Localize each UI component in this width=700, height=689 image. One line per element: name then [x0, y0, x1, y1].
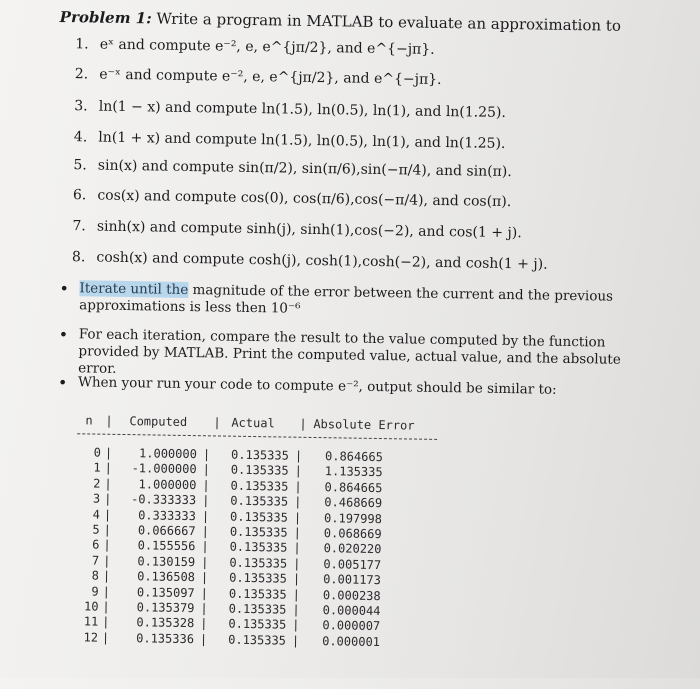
cell-computed: 0.066667 [137, 523, 196, 539]
item-number: 1. [75, 36, 89, 53]
cell-actual: 0.135335 [229, 524, 288, 540]
cell-computed: 0.136508 [137, 569, 196, 585]
cell-actual: 0.135335 [228, 601, 287, 617]
cell-separator: | [200, 601, 208, 616]
cell-computed: 0.135097 [136, 584, 195, 600]
item-number: 2. [74, 66, 89, 83]
cell-error: 0.000044 [322, 603, 381, 618]
cell-separator: | [292, 602, 300, 617]
cell-n: 9 [91, 584, 99, 599]
cell-separator: | [201, 554, 209, 570]
cell-separator: | [102, 568, 111, 583]
cell-actual: 0.135335 [230, 478, 289, 494]
cell-error: 0.020220 [323, 541, 382, 557]
cell-separator: | [104, 461, 113, 476]
item-text: sinh(x) and compute sinh(j), sinh(1),cos(−2), and cos(1 + j). [96, 218, 522, 242]
cell-actual: 0.135335 [230, 447, 289, 463]
cell-n: 1 [93, 460, 101, 476]
item-number: 8. [71, 249, 86, 266]
cell-actual: 0.135335 [228, 586, 287, 602]
cell-separator: | [292, 571, 301, 586]
cell-actual: 0.135335 [229, 540, 288, 555]
cell-separator: | [201, 524, 210, 539]
cell-n: 8 [91, 568, 100, 583]
list-item [72, 248, 672, 275]
cell-computed: -1.000000 [131, 461, 197, 477]
cell-error: 0.197998 [324, 510, 383, 526]
cell-separator: | [291, 633, 300, 648]
cell-separator: | [103, 538, 111, 553]
cell-computed: 0.130159 [137, 553, 196, 569]
cell-error: 0.000238 [322, 587, 381, 603]
cell-n: 0 [93, 445, 102, 460]
cell-computed: 0.135336 [136, 630, 195, 646]
list-item [74, 128, 674, 155]
cell-separator: | [101, 630, 110, 645]
cell-separator: | [200, 616, 208, 631]
item-number: 3. [74, 98, 88, 115]
bullet-dot: • [57, 372, 68, 393]
cell-separator: | [294, 448, 303, 463]
list-item [72, 217, 672, 244]
output-table [77, 413, 437, 649]
problem-heading [60, 7, 680, 37]
cell-separator: | [103, 553, 111, 568]
item-text: cosh(x) and compute cosh(j), cosh(1),cosh(−2), and cosh(1 + j). [96, 249, 548, 273]
cell-separator: | [103, 522, 112, 537]
header-computed: Computed [129, 414, 188, 429]
header-separator: | [105, 413, 113, 428]
cell-n: 4 [92, 507, 101, 522]
header-separator: | [213, 415, 221, 430]
cell-computed: 0.135328 [136, 615, 195, 631]
cell-separator: | [293, 525, 302, 540]
item-text: eˣ and compute e⁻², e, e^{jπ/2}, and e^{−jπ}. [99, 36, 435, 58]
cell-separator: | [104, 491, 112, 506]
cell-actual: 0.135335 [230, 463, 289, 478]
cell-separator: | [292, 587, 301, 602]
cell-n: 6 [92, 537, 100, 552]
cell-computed: -0.333333 [131, 492, 197, 508]
cell-actual: 0.135335 [228, 632, 287, 648]
cell-n: 3 [92, 491, 101, 506]
cell-n: 2 [93, 476, 101, 491]
item-text: e⁻ˣ and compute e⁻², e, e^{jπ/2}, and e^{−jπ}. [99, 66, 442, 88]
cell-separator: | [202, 447, 211, 462]
cell-computed: 0.155556 [137, 538, 196, 554]
header-n: n [85, 413, 93, 428]
cell-separator: | [202, 462, 210, 477]
cell-error: 0.005177 [323, 556, 382, 572]
cell-n: 7 [91, 553, 100, 568]
item-number: 6. [72, 187, 87, 204]
highlighted-text: Iterate until the [79, 280, 189, 298]
cell-separator: | [202, 493, 210, 508]
cell-computed: 0.333333 [138, 507, 197, 523]
cell-error: 0.000001 [322, 633, 381, 649]
cell-separator: | [200, 585, 209, 600]
item-number: 5. [73, 157, 87, 174]
cell-error: 0.000007 [322, 618, 381, 634]
problem-text: Write a program in MATLAB to evaluate an approximation to [156, 9, 622, 35]
cell-separator: | [202, 478, 210, 493]
item-number: 4. [73, 129, 88, 146]
list-item [75, 65, 675, 92]
cell-n: 5 [92, 522, 100, 537]
cell-computed: 1.000000 [138, 446, 198, 462]
cell-separator: | [104, 476, 112, 491]
cell-separator: | [104, 445, 113, 460]
cell-separator: | [293, 510, 302, 525]
cell-n: 12 [83, 630, 99, 645]
cell-error: 0.001173 [323, 572, 382, 588]
cell-separator: | [199, 631, 208, 647]
cell-actual: 0.135335 [229, 570, 288, 586]
cell-separator: | [200, 570, 209, 585]
header-error: Absolute Error [313, 416, 415, 433]
problem-label: Problem 1: [59, 7, 152, 28]
item-number: 7. [72, 218, 86, 235]
cell-actual: 0.135335 [230, 493, 289, 509]
item-text: ln(1 − x) and compute ln(1.5), ln(0.5), ln(1), and ln(1.25). [98, 98, 507, 121]
header-separator: | [299, 416, 307, 431]
bullet-text: When your run your code to compute e⁻², output should be similar to: [77, 374, 557, 398]
list-item [73, 156, 673, 183]
cell-computed: 1.000000 [138, 477, 197, 492]
cell-computed: 0.135379 [136, 600, 195, 616]
item-text: ln(1 + x) and compute ln(1.5), ln(0.5), ln(1), and ln(1.25). [98, 129, 506, 152]
header-actual: Actual [231, 415, 275, 431]
list-item [75, 35, 675, 62]
bullet-iterate [59, 278, 639, 323]
cell-error: 0.864665 [324, 449, 383, 465]
cell-separator: | [294, 464, 302, 479]
cell-separator: | [103, 507, 112, 522]
cell-actual: 0.135335 [230, 509, 289, 525]
bullet-text: magnitude of the error between the current and the previous approximations is less then 10⁻⁶ [79, 281, 614, 317]
cell-actual: 0.135335 [228, 616, 287, 632]
cell-separator: | [102, 614, 110, 630]
cell-n: 11 [83, 614, 99, 629]
cell-separator: | [292, 617, 300, 633]
bullet-text: For each iteration, compare the result to the value computed by the function provided by MATLAB. Print the computed value, actual value, and the absolute error. [78, 326, 621, 377]
cell-error: 1.135335 [324, 464, 383, 480]
cell-n: 10 [83, 599, 99, 614]
cell-separator: | [293, 556, 301, 571]
cell-separator: | [294, 494, 302, 509]
cell-actual: 0.135335 [229, 555, 288, 571]
cell-error: 0.068669 [323, 526, 382, 542]
item-text: sin(x) and compute sin(π/2), sin(π/6),sin(−π/4), and sin(π). [97, 157, 512, 181]
cell-separator: | [102, 584, 111, 599]
cell-error: 0.864665 [324, 479, 383, 495]
list-item [73, 186, 673, 213]
table-rows [74, 445, 437, 651]
cell-separator: | [294, 479, 302, 494]
list-item [74, 97, 674, 124]
cell-separator: | [201, 539, 209, 554]
bullet-dot: • [59, 278, 70, 299]
cell-separator: | [293, 541, 301, 556]
cell-separator: | [102, 599, 110, 614]
cell-error: 0.468669 [324, 495, 383, 511]
cell-separator: | [201, 508, 210, 523]
bullet-dot: • [58, 324, 69, 345]
item-text: cos(x) and compute cos(0), cos(π/6),cos(−π/4), and cos(π). [97, 187, 512, 211]
